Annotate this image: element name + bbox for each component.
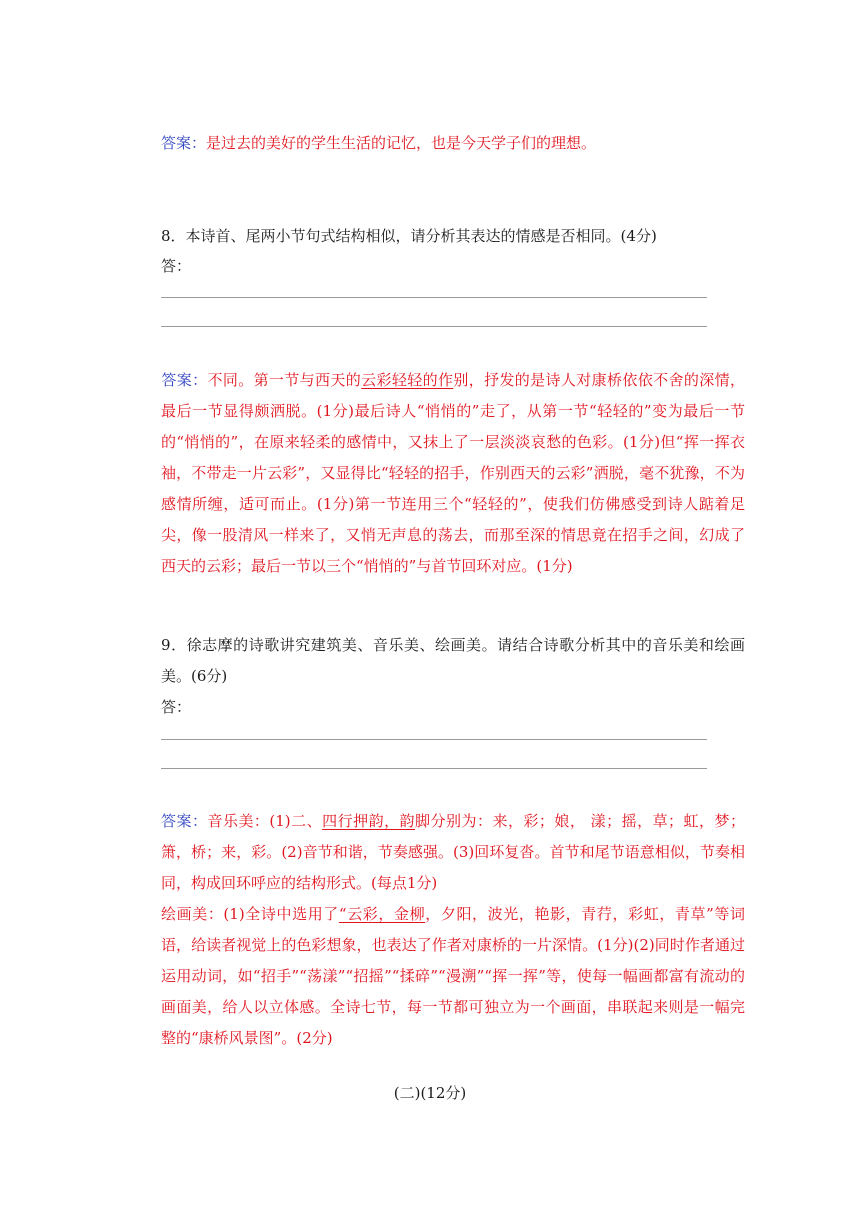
- answer-label: 答案：: [161, 812, 208, 830]
- section-heading: (二)(12分): [393, 1084, 467, 1102]
- q8-answer-part1: 不同。第一节与西天的: [207, 371, 362, 389]
- q9-question: 9．徐志摩的诗歌讲究建筑美、音乐美、绘画美。请结合诗歌分析其中的音乐美和绘画美。(6分): [161, 636, 745, 685]
- q9-answer-music: [161, 806, 745, 899]
- q8-answer-line-2: [161, 326, 707, 327]
- q8-answer-prompt: 答：: [161, 257, 192, 275]
- q9-answer-prompt: 答：: [161, 698, 192, 716]
- q7-answer: [161, 128, 745, 159]
- q9-answer-painting: [161, 899, 745, 1054]
- answer-label: 答案：: [161, 371, 208, 389]
- answer-label: 答案：: [161, 134, 207, 152]
- q8-answer-underlined: 云彩轻轻的作: [361, 371, 454, 389]
- q9-answer-line-2: [161, 768, 707, 769]
- q9-paint-part2: ，夕阳，波光，艳影，青荇，彩虹，青草”等词语，给读者视觉上的色彩想象，也表达了作者对康桥的一片深情。(1分)(2)同时作者通过运用动词，如“招手”“荡漾”“招摇”“揉碎”“漫溯”“挥一挥”等，使每一幅画都富有流动的画面美，给人以立体感。全诗七节，每一节都可独立为一个画面，串联起来则是一幅完整的“康桥风景图”。(2分): [161, 905, 746, 1047]
- q9-paint-part1: 绘画美：(1)全诗中选用了: [161, 905, 339, 923]
- q9-answer-line-1: [161, 739, 707, 740]
- q9-music-part2: 脚分别为：来，彩；娘， 漾；摇，草；虹，梦；箫，桥；来，彩。(2)音节和谐，节奏感强。(3)回环复沓。首节和尾节语意相似，节奏相同，构成回环呼应的结构形式。(每点1分): [161, 812, 745, 892]
- q8-answer-line-1: [161, 297, 707, 298]
- q7-answer-text: 是过去的美好的学生生活的记忆，也是今天学子们的理想。: [206, 134, 597, 152]
- q9-music-underlined: 四行押韵，韵: [322, 812, 416, 830]
- q8-answer-part2: 别，抒发的是诗人对康桥依依不舍的深情，最后一节显得颇洒脱。(1分)最后诗人“悄悄的”走了，从第一节“轻轻的”变为最后一节的“悄悄的”，在原来轻柔的感情中，又抹上了一层淡淡哀愁的色彩。(1分)但“挥一挥衣袖，不带走一片云彩”，又显得比“轻轻的招手，作别西天的云彩”洒脱，毫不犹豫，不为感情所缠，适可而止。(1分)第一节连用三个“轻轻的”，使我们仿佛感受到诗人踮着足尖，像一股清风一样来了，又悄无声息的荡去，而那至深的情思竟在招手之间，幻成了西天的云彩；最后一节以三个“悄悄的”与首节回环对应。(1分): [161, 371, 745, 575]
- q9-paint-underlined: “云彩，金柳: [338, 905, 426, 923]
- q8-answer: [161, 365, 745, 582]
- q9-music-part1: 音乐美：(1)二、: [207, 812, 323, 830]
- q8-question: 8．本诗首、尾两小节句式结构相似，请分析其表达的情感是否相同。(4分): [161, 227, 657, 245]
